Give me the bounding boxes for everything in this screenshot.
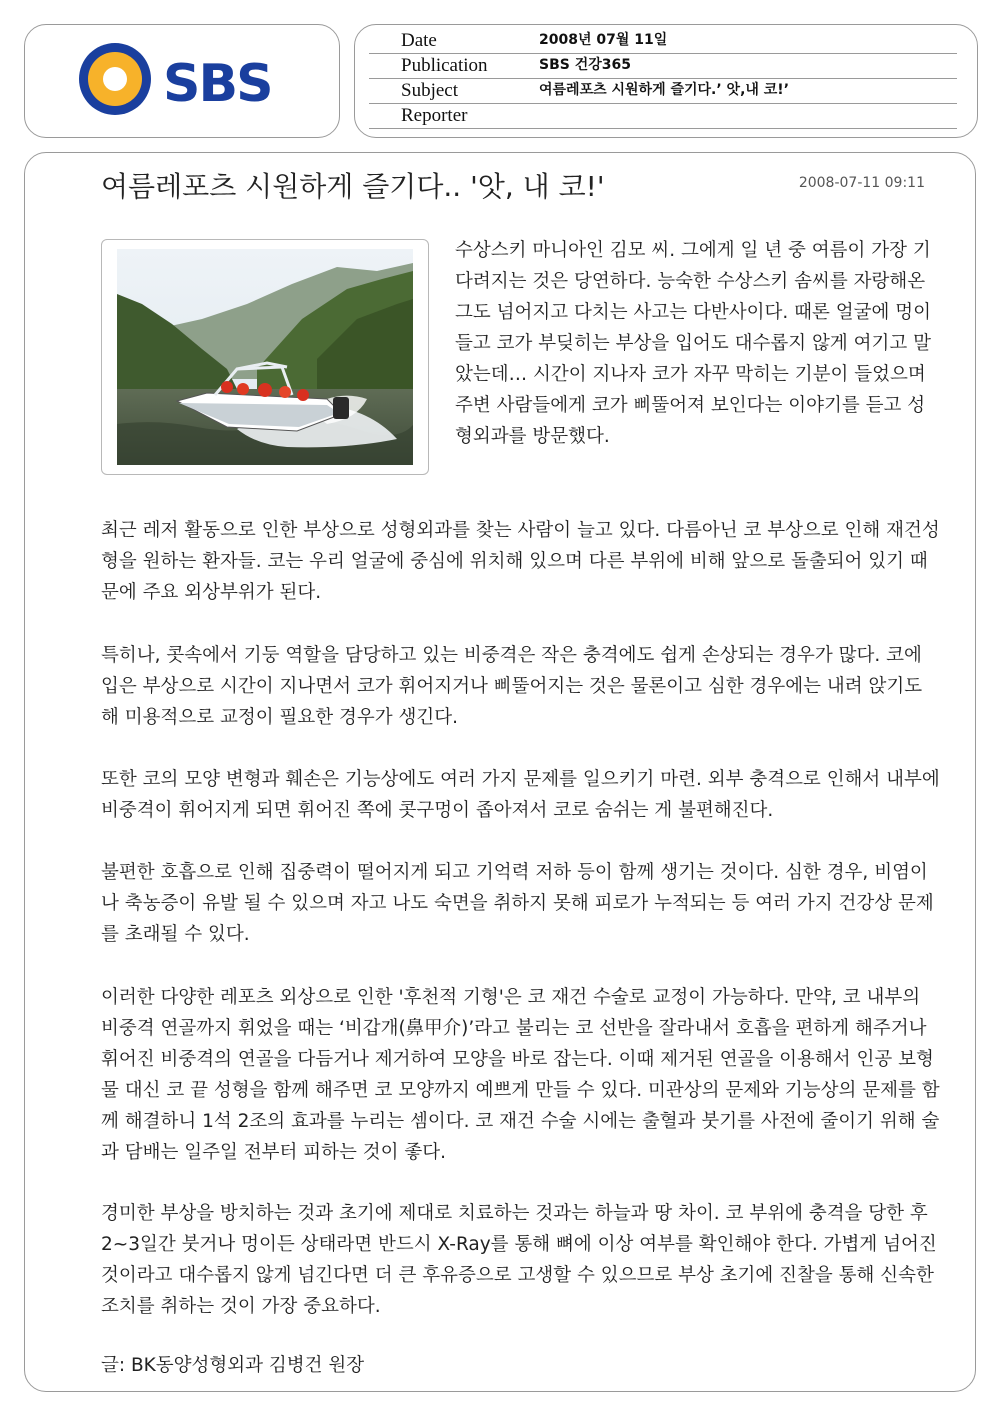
meta-label: Date [401, 30, 437, 51]
article-headline: 여름레포츠 시원하게 즐기다.. '앗, 내 코!' [101, 170, 605, 203]
article-paragraph: 이러한 다양한 레포츠 외상으로 인한 '후천적 기형'은 코 재건 수술로 교정이 가능하다. 만약, 코 내부의 비중격 연골까지 휘었을 때는 ‘비갑개(鼻甲介)’라고 불리는 코 선반을 잘라내서 호흡을 편하게 해주거나 휘어진 비중격의 연골을 다듬거나 제거하여 모양을 바로 잡는다. 이때 제거된 연골을 이용해서 인공 보형물 대신 코 끝 성형을 함께 해주면 코 모양까지 예쁘게 만들 수 있다. 미관상의 문제와 기능상의 문제를 함께 해결하니 1석 2조의 효과를 누리는 셈이다. 코 재건 수술 시에는 출혈과 붓기를 사전에 줄이기 위해 술과 담배는 일주일 전부터 피하는 것이 좋다. [101, 987, 940, 1163]
article-intro-paragraph: 수상스키 마니아인 김모 씨. 그에게 일 년 중 여름이 가장 기다려지는 것은 당연하다. 능숙한 수상스키 솜씨를 자랑해온 그도 넘어지고 다치는 사고는 다반사이다. 때론 얼굴에 멍이 들고 코가 부딪히는 부상을 입어도 대수롭지 않게 여기고 말았는데… 시간이 지나자 코가 자꾸 막히는 기분이 들었으며 주변 사람들에게 코가 삐뚤어져 보인다는 이야기를 듣고 성형외과를 방문했다. [455, 240, 931, 447]
metadata-panel [354, 24, 978, 138]
article-paragraph: 특히나, 콧속에서 기둥 역할을 담당하고 있는 비중격은 작은 충격에도 쉽게 손상되는 경우가 많다. 코에 입은 부상으로 시간이 지나면서 코가 휘어지거나 삐뚤어지는 것은 물론이고 심한 경우에는 내려 앉기도 해 미용적으로 교정이 필요한 경우가 생긴다. [101, 645, 923, 728]
meta-value: SBS 건강365 [539, 57, 631, 73]
logo-panel [24, 24, 340, 138]
speedboat-photo-icon [117, 249, 413, 465]
meta-label: Publication [401, 55, 488, 76]
article-paragraph: 또한 코의 모양 변형과 훼손은 기능상에도 여러 가지 문제를 일으키기 마련. 외부 충격으로 인해서 내부에 비중격이 휘어지게 되면 휘어진 쪽에 콧구멍이 좁아져서 코로 숨쉬는 게 불편해진다. [101, 769, 940, 821]
meta-row-date [369, 28, 957, 54]
article-photo-frame [101, 239, 429, 475]
article-timestamp: 2008-07-11 09:11 [798, 175, 925, 191]
meta-row-publication [369, 53, 957, 79]
meta-label: Reporter [401, 105, 468, 126]
article-paragraph: 최근 레저 활동으로 인한 부상으로 성형외과를 찾는 사람이 늘고 있다. 다름아닌 코 부상으로 인해 재건성형을 원하는 환자들. 코는 우리 얼굴에 중심에 위치해 있으며 다른 부위에 비해 앞으로 돌출되어 있기 때문에 주요 외상부위가 된다. [101, 520, 940, 603]
article-panel [24, 152, 976, 1392]
meta-value: 2008년 07월 11일 [539, 32, 668, 48]
meta-value: 여름레포츠 시원하게 즐기다.’ 앗,내 코!’ [539, 82, 790, 98]
logo-text: SBS [163, 54, 272, 114]
article-paragraph: 불편한 호흡으로 인해 집중력이 떨어지게 되고 기억력 저하 등이 함께 생기는 것이다. 심한 경우, 비염이나 축농증이 유발 될 수 있으며 자고 나도 숙면을 취하지 못해 피로가 누적되는 등 여러 가지 건강상 문제를 초래될 수 있다. [101, 862, 934, 945]
meta-row-reporter [369, 103, 957, 129]
meta-label: Subject [401, 80, 458, 101]
article-byline: 글: BK동양성형외과 김병건 원장 [101, 1355, 365, 1376]
meta-row-subject [369, 78, 957, 104]
article-paragraph: 경미한 부상을 방치하는 것과 초기에 제대로 치료하는 것과는 하늘과 땅 차이. 코 부위에 충격을 당한 후 2~3일간 붓거나 멍이든 상태라면 반드시 X-Ray를 통해 뼈에 이상 여부를 확인해야 한다. 가볍게 넘어진 것이라고 대수롭지 않게 넘긴다면 더 큰 후유증으로 고생할 수 있으므로 부상 초기에 진찰을 통해 신속한 조치를 취하는 것이 가장 중요하다. [101, 1203, 937, 1317]
sbs-logo [73, 37, 283, 121]
